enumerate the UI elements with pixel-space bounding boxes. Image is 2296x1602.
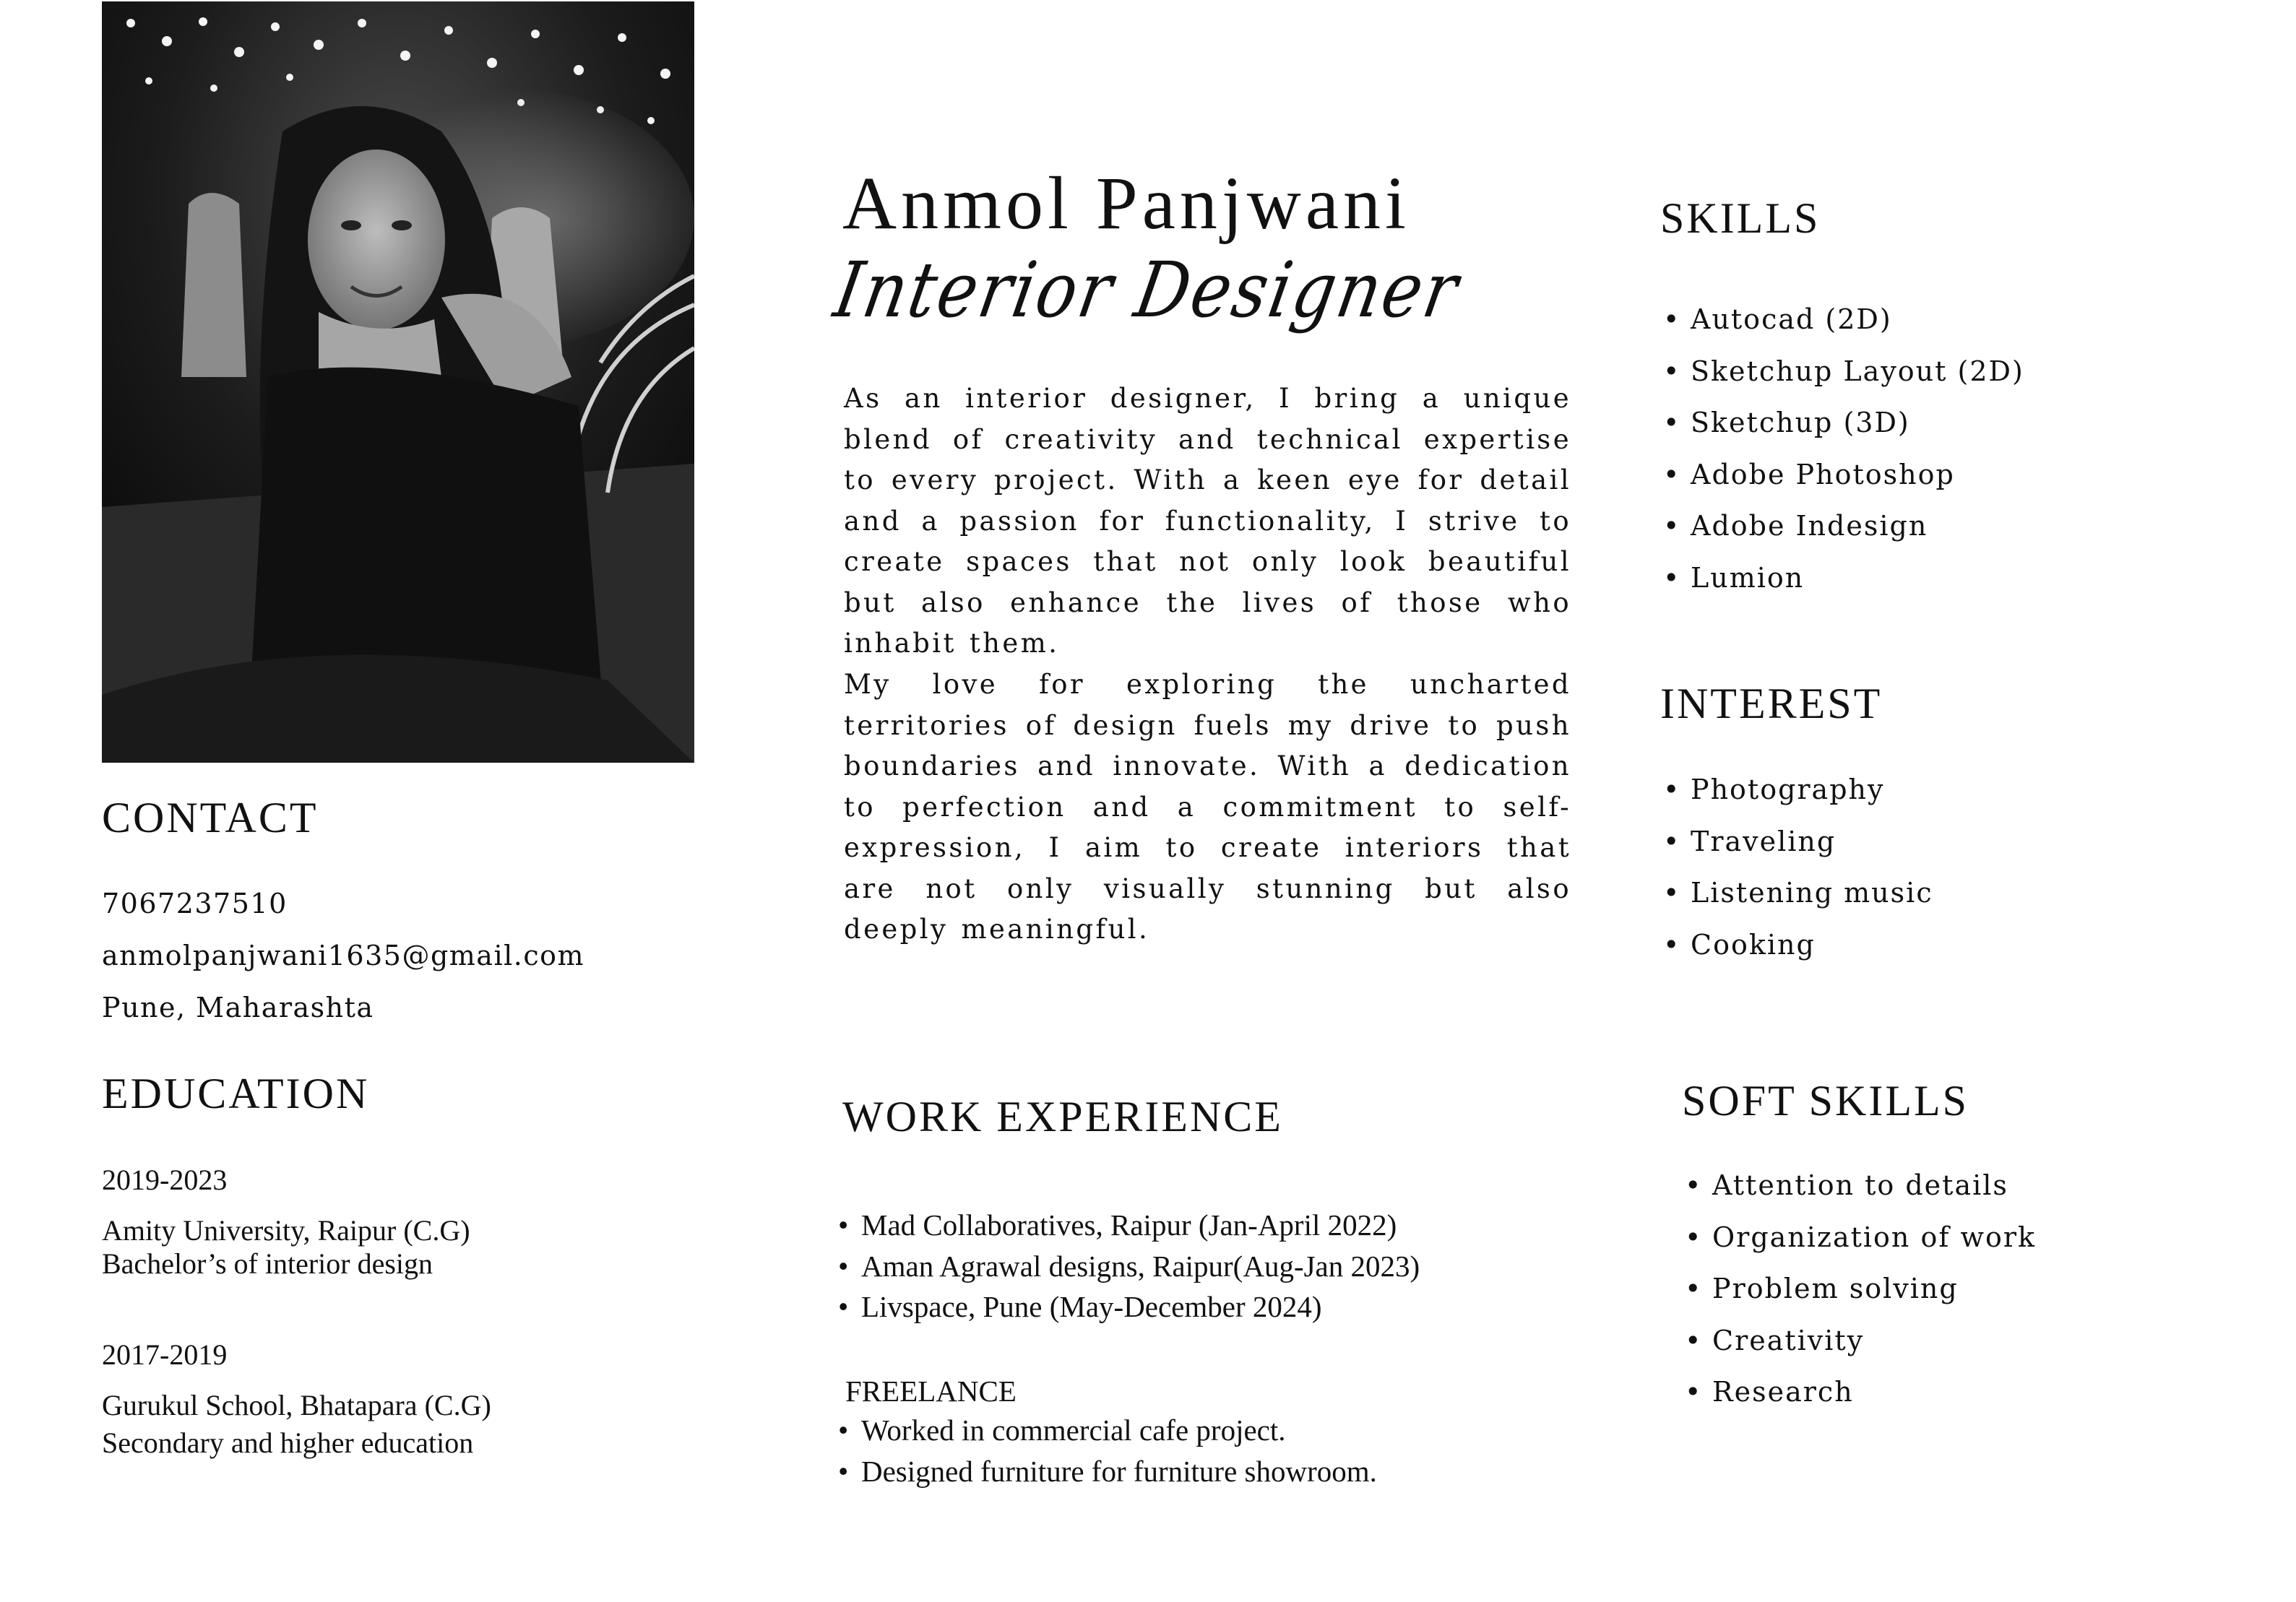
work-experience-list <box>838 1205 1420 1328</box>
contact-phone[interactable]: 7067237510 <box>102 888 288 919</box>
interest-list <box>1663 764 1933 971</box>
interest-item: • Listening music <box>1663 867 1933 919</box>
work-experience-item: • Livspace, Pune (May-December 2024) <box>838 1286 1420 1328</box>
skills-list <box>1663 294 2024 604</box>
job-title: Interior Designer <box>828 246 1467 335</box>
interest-heading: INTEREST <box>1660 680 1883 727</box>
education-degree: Bachelor’s of interior design <box>102 1247 433 1280</box>
contact-heading: CONTACT <box>102 794 319 841</box>
soft-skills-item: • Research <box>1685 1367 2036 1419</box>
soft-skills-item: • Creativity <box>1685 1315 2036 1367</box>
education-entry <box>102 1338 491 1460</box>
contact-list <box>102 878 584 1034</box>
skills-item: • Adobe Indesign <box>1663 501 2024 553</box>
skills-heading: SKILLS <box>1660 194 1821 242</box>
education-institution: Gurukul School, Bhatapara (C.G) <box>102 1389 491 1421</box>
soft-skills-item: • Problem solving <box>1685 1263 2036 1315</box>
interest-item: • Photography <box>1663 764 1933 816</box>
soft-skills-list <box>1685 1160 2036 1419</box>
profile-photo-graphic <box>102 1 694 763</box>
interest-item: • Traveling <box>1663 816 1933 868</box>
skills-item: • Sketchup (3D) <box>1663 397 2024 449</box>
contact-email[interactable]: anmolpanjwani1635@gmail.com <box>102 940 585 971</box>
work-experience-item: • Mad Collaboratives, Raipur (Jan-April 2022) <box>838 1205 1420 1246</box>
education-years: 2017-2019 <box>102 1338 228 1371</box>
contact-location: Pune, Maharashta <box>102 992 374 1023</box>
education-heading: EDUCATION <box>102 1070 370 1117</box>
education-years: 2019-2023 <box>102 1164 228 1196</box>
freelance-item: • Designed furniture for furniture showroom. <box>838 1451 1377 1492</box>
education-degree: Secondary and higher education <box>102 1426 474 1459</box>
skills-item: • Autocad (2D) <box>1663 294 2024 346</box>
education-entry <box>102 1163 470 1281</box>
work-experience-item: • Aman Agrawal designs, Raipur(Aug-Jan 2023) <box>838 1246 1420 1287</box>
soft-skills-item: • Organization of work <box>1685 1212 2036 1264</box>
freelance-label: FREELANCE <box>845 1374 1017 1408</box>
interest-item: • Cooking <box>1663 919 1933 971</box>
education-institution: Amity University, Raipur (C.G) <box>102 1214 470 1247</box>
soft-skills-heading: SOFT SKILLS <box>1682 1077 1969 1125</box>
freelance-list <box>838 1410 1377 1491</box>
soft-skills-item: • Attention to details <box>1685 1160 2036 1212</box>
skills-item: • Sketchup Layout (2D) <box>1663 346 2024 398</box>
freelance-item: • Worked in commercial cafe project. <box>838 1410 1377 1451</box>
work-experience-heading: WORK EXPERIENCE <box>842 1093 1283 1140</box>
skills-item: • Lumion <box>1663 553 2024 605</box>
skills-item: • Adobe Photoshop <box>1663 449 2024 501</box>
profile-photo <box>102 1 694 763</box>
bio-paragraph: As an interior designer, I bring a unique blend of creativity and technical expertise to every project. With a keen eye for detail and a passion for functionality, I strive to create spaces that not only look beautiful but also enhance the lives of those who inhabit them. <box>844 383 1571 659</box>
person-name: Anmol Panjwani <box>842 162 1410 245</box>
bio-paragraph: My love for exploring the uncharted territories of design fuels my drive to push boundaries and innovate. With a dedication to perfection and a commitment to self-expression, I aim to create interiors that are not only visually stunning but also deeply meaningful. <box>844 669 1571 945</box>
